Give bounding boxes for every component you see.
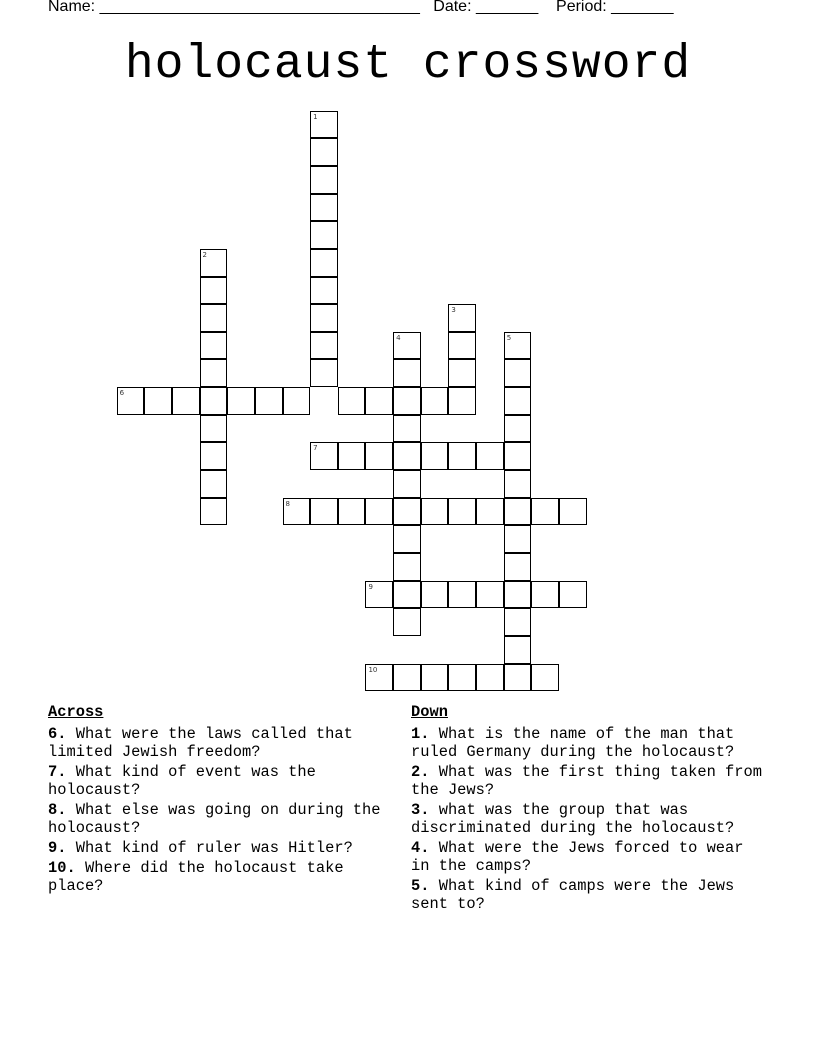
crossword-cell[interactable] [393, 359, 421, 387]
crossword-cell[interactable] [200, 387, 228, 415]
across-clue [48, 801, 400, 837]
crossword-cell[interactable] [365, 498, 393, 526]
clue-text: What else was going on during the holocaust? [48, 801, 381, 837]
crossword-cell[interactable] [504, 332, 532, 360]
clue-text: What is the name of the man that ruled Germany during the holocaust? [411, 725, 735, 761]
crossword-cell[interactable] [200, 498, 228, 526]
clue-text: Where did the holocaust take place? [48, 859, 344, 895]
clue-number: 1. [411, 725, 430, 743]
clue-text: What was the first thing taken from the Jews? [411, 763, 762, 799]
crossword-cell[interactable] [310, 359, 338, 387]
crossword-cell[interactable] [365, 442, 393, 470]
clue-number: 5. [411, 877, 430, 895]
crossword-cell[interactable] [310, 249, 338, 277]
crossword-cell[interactable] [172, 387, 200, 415]
down-heading: Down [411, 703, 448, 721]
clue-number: 7. [48, 763, 67, 781]
crossword-cell[interactable] [393, 581, 421, 609]
down-clue [411, 801, 763, 837]
crossword-cell[interactable] [476, 498, 504, 526]
cell-number: 2 [202, 250, 208, 259]
down-clue [411, 763, 763, 799]
clue-number: 9. [48, 839, 67, 857]
cell-number: 9 [368, 582, 373, 591]
crossword-cell[interactable] [504, 387, 532, 415]
cell-number: 3 [451, 306, 456, 315]
crossword-cell[interactable] [504, 525, 532, 553]
clue-number: 2. [411, 763, 430, 781]
crossword-cell[interactable] [393, 664, 421, 692]
down-clue [411, 839, 763, 875]
cell-number: 4 [396, 333, 401, 342]
crossword-cell[interactable] [421, 581, 449, 609]
crossword-cell[interactable] [476, 581, 504, 609]
crossword-cell[interactable] [393, 415, 421, 443]
crossword-cell[interactable] [365, 664, 393, 692]
crossword-cell[interactable] [393, 332, 421, 360]
crossword-cell[interactable] [338, 442, 366, 470]
crossword-cell[interactable] [310, 304, 338, 332]
crossword-cell[interactable] [227, 387, 255, 415]
crossword-cell[interactable] [393, 442, 421, 470]
crossword-cell[interactable] [504, 470, 532, 498]
down-clues [411, 703, 763, 915]
clue-text: What kind of ruler was Hitler? [75, 839, 353, 857]
crossword-cell[interactable] [531, 664, 559, 692]
across-clue [48, 763, 400, 799]
crossword-cell[interactable] [559, 581, 587, 609]
name-field-label[interactable]: Name: ____________________________________ [48, 0, 420, 15]
crossword-cell[interactable] [421, 387, 449, 415]
crossword-cell[interactable] [448, 581, 476, 609]
crossword-cell[interactable] [559, 498, 587, 526]
clue-number: 4. [411, 839, 430, 857]
date-field-label[interactable]: Date: _______ [433, 0, 539, 15]
crossword-cell[interactable] [310, 277, 338, 305]
crossword-cell[interactable] [421, 664, 449, 692]
crossword-cell[interactable] [393, 525, 421, 553]
crossword-cell[interactable] [255, 387, 283, 415]
clue-number: 6. [48, 725, 67, 743]
clue-number: 3. [411, 801, 430, 819]
crossword-cell[interactable] [531, 581, 559, 609]
clue-number: 10. [48, 859, 76, 877]
crossword-cell[interactable] [448, 498, 476, 526]
page-title: holocaust crossword [124, 38, 692, 92]
crossword-cell[interactable] [476, 664, 504, 692]
crossword-cell[interactable] [200, 470, 228, 498]
crossword-cell[interactable] [310, 138, 338, 166]
cell-number: 6 [119, 389, 125, 398]
period-field-label[interactable]: Period: _______ [556, 0, 674, 15]
crossword-cell[interactable] [365, 581, 393, 609]
crossword-cell[interactable] [200, 359, 228, 387]
crossword-cell[interactable] [200, 415, 228, 443]
crossword-cell[interactable] [310, 498, 338, 526]
crossword-cell[interactable] [200, 249, 228, 277]
cell-number: 8 [285, 499, 290, 508]
crossword-cell[interactable] [200, 332, 228, 360]
crossword-cell[interactable] [448, 304, 476, 332]
crossword-cell[interactable] [310, 166, 338, 194]
crossword-cell[interactable] [393, 608, 421, 636]
crossword-cell[interactable] [476, 442, 504, 470]
crossword-cell[interactable] [310, 332, 338, 360]
crossword-cell[interactable] [200, 304, 228, 332]
clue-text: What kind of camps were the Jews sent to? [411, 877, 735, 913]
clue-text: what was the group that was discriminated during the holocaust? [411, 801, 735, 837]
cell-number: 10 [368, 665, 378, 674]
crossword-cell[interactable] [504, 442, 532, 470]
crossword-cell[interactable] [310, 221, 338, 249]
across-clues [48, 703, 400, 897]
crossword-cell[interactable] [504, 636, 532, 664]
crossword-cell[interactable] [310, 111, 338, 139]
crossword-cell[interactable] [310, 442, 338, 470]
crossword-cell[interactable] [283, 498, 311, 526]
crossword-cell[interactable] [504, 359, 532, 387]
crossword-cell[interactable] [421, 442, 449, 470]
crossword-cell[interactable] [393, 498, 421, 526]
crossword-cell[interactable] [504, 415, 532, 443]
crossword-cell[interactable] [144, 387, 172, 415]
crossword-cell[interactable] [504, 581, 532, 609]
clue-text: What were the Jews forced to wear in the camps? [411, 839, 744, 875]
crossword-cell[interactable] [504, 498, 532, 526]
crossword-cell[interactable] [338, 387, 366, 415]
crossword-cell[interactable] [448, 359, 476, 387]
cell-number: 5 [506, 333, 512, 342]
clue-text: What were the laws called that limited Jewish freedom? [48, 725, 353, 761]
crossword-cell[interactable] [117, 387, 145, 415]
crossword-cell[interactable] [338, 498, 366, 526]
crossword-cell[interactable] [504, 608, 532, 636]
crossword-cell[interactable] [283, 387, 311, 415]
across-clue [48, 839, 400, 857]
down-clue [411, 725, 763, 761]
cell-number: 1 [313, 112, 318, 121]
crossword-cell[interactable] [310, 194, 338, 222]
crossword-cell[interactable] [504, 553, 532, 581]
crossword-cell[interactable] [421, 498, 449, 526]
cell-number: 7 [313, 444, 318, 453]
crossword-cell[interactable] [393, 387, 421, 415]
crossword-cell[interactable] [200, 442, 228, 470]
across-heading: Across [48, 703, 104, 721]
student-info-header [48, 0, 673, 16]
crossword-cell[interactable] [504, 664, 532, 692]
crossword-cell[interactable] [365, 387, 393, 415]
crossword-cell[interactable] [393, 553, 421, 581]
down-clue [411, 877, 763, 913]
crossword-cell[interactable] [393, 470, 421, 498]
clue-text: What kind of event was the holocaust? [48, 763, 316, 799]
across-clue [48, 725, 400, 761]
crossword-cell[interactable] [531, 498, 559, 526]
crossword-cell[interactable] [448, 387, 476, 415]
across-clue [48, 859, 400, 895]
clue-number: 8. [48, 801, 67, 819]
crossword-cell[interactable] [448, 442, 476, 470]
crossword-cell[interactable] [200, 277, 228, 305]
crossword-cell[interactable] [448, 664, 476, 692]
crossword-cell[interactable] [448, 332, 476, 360]
